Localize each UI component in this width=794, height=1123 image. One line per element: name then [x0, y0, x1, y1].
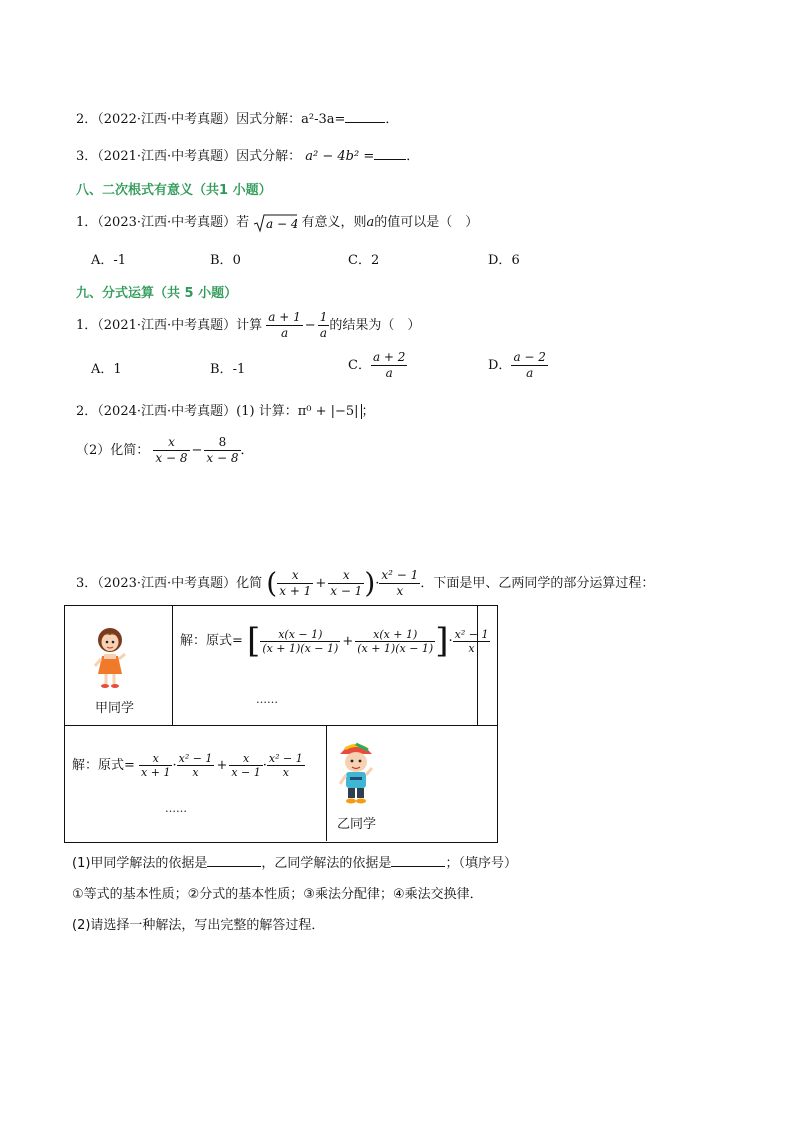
divider: [172, 605, 173, 725]
choice-c[interactable]: C．2: [348, 253, 380, 268]
question-2024-part2: （2）化简： $\frac{x}{x - 8}$ − $\frac{8}{x - 8}$ ．: [76, 435, 254, 465]
choice-b[interactable]: B．0: [210, 253, 241, 268]
boy-student-icon: [336, 738, 376, 808]
section-heading-radicals: 八、二次根式有意义（共1 小题）: [76, 183, 272, 198]
options-list: ①等式的基本性质；②分式的基本性质；③乘法分配律；④乘法交换律．: [72, 887, 483, 902]
choice-b[interactable]: B．-1: [210, 362, 246, 377]
question-fraction-calc: 1．（2021·江西·中考真题）计算 $\frac{a + 1}{a}$ − $\frac{1}{a}$ 的结果为（ ）: [76, 310, 421, 340]
answer-blank[interactable]: [391, 866, 445, 867]
answer-blank[interactable]: [207, 866, 261, 867]
divider: [326, 725, 327, 841]
subquestion-2: (2)请选择一种解法，写出完整的解答过程．: [72, 918, 325, 933]
jia-label: 甲同学: [95, 701, 135, 716]
question-radical: 1．（2023·江西·中考真题）若 a − 4 有意义，则a的值可以是（ ）: [76, 211, 478, 233]
divider: [477, 605, 478, 725]
choice-d[interactable]: D． $\frac{a - 2}{a}$: [488, 350, 546, 380]
question-2022: 2．（2022·江西·中考真题）因式分解：a²-3a= ．: [76, 112, 399, 127]
question-2023-simplify: 3．（2023·江西·中考真题）化简 ( $\frac{x}{x + 1}$ + $\frac{x}{x - 1}$ )· $\frac{\text{x² − 1}}{x}$ ．下面是甲、乙两同学的部分运算过程：: [76, 566, 655, 600]
svg-text:a − 4: a − 4: [266, 216, 298, 231]
choice-c[interactable]: C． $\frac{a + 2}{a}$: [348, 350, 406, 380]
choice-d[interactable]: D．6: [488, 253, 520, 268]
sqrt-expression: [253, 213, 297, 233]
divider: [64, 725, 497, 726]
yi-solution: 解：原式= $\frac{x}{x + 1}$ · $\frac{\text{x² − 1}}{x}$ + $\frac{x}{x - 1}$ · $\frac{\text{x² − 1}}{x}$: [72, 752, 303, 779]
section-heading-fractions: 九、分式运算（共 5 小题）: [76, 286, 238, 301]
ellipsis: ……: [256, 693, 278, 706]
answer-blank[interactable]: [374, 159, 406, 160]
choice-a[interactable]: A．1: [91, 362, 122, 377]
question-2021-factor: 3．（2021·江西·中考真题）因式分解： a² − 4b² = ．: [76, 149, 420, 164]
ellipsis: ……: [165, 802, 187, 815]
yi-label: 乙同学: [337, 817, 377, 832]
question-2024: 2．（2024·江西·中考真题）(1) 计算：π⁰ + |−5| ；: [76, 404, 375, 419]
jia-solution: 解：原式= [ $\frac{x(x - 1)}{(x + 1)(x - 1)}$ + $\frac{x(x + 1)}{(x + 1)(x - 1)}$ ]· $\frac{\text{x² − 1}}{x}$: [180, 621, 489, 661]
girl-student-icon: [92, 626, 128, 690]
answer-blank[interactable]: [345, 122, 385, 123]
choice-a[interactable]: A．-1: [91, 253, 127, 268]
subquestion-1: (1)甲同学解法的依据是 ，乙同学解法的依据是 ；（填序号）: [72, 856, 517, 871]
